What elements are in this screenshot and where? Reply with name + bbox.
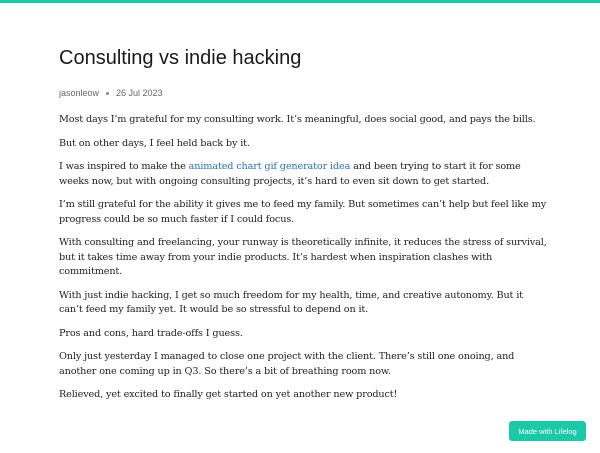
- paragraph: Only just yesterday I managed to close one project with the client. There’s still one onoing, and another one coming up in Q3. So there’s a bit of breathing room now.: [59, 351, 515, 377]
- paragraph: Relieved, yet excited to finally get started on yet another new product!: [59, 389, 398, 400]
- paragraph-text: I was inspired to make the: [59, 161, 189, 172]
- paragraph: I’m still grateful for the ability it gives me to feed my family. But sometimes can’t help but feel like my progress could be so much faster if I could focus.: [59, 199, 547, 225]
- article: [59, 46, 549, 412]
- paragraph: Pros and cons, hard trade-offs I guess.: [59, 327, 243, 339]
- paragraph: With consulting and freelancing, your runway is theoretically infinite, it reduces the stress of survival, but it takes time away from your indie products. It’s hardest when inspiration clashes with commitment.: [59, 237, 547, 277]
- author-link[interactable]: jasonleow: [59, 88, 100, 98]
- post-title: Consulting vs indie hacking: [59, 47, 302, 69]
- paragraph-text: and been trying to start it for some weeks now, but with ongoing consulting projects, it’s hard to even sit down to get started.: [59, 161, 521, 187]
- paragraph: With just indie hacking, I get so much freedom for my health, time, and creative autonomy. But it can’t feed my family yet. It would be so stressful to depend on it.: [59, 289, 523, 315]
- paragraph: But on other days, I feel held back by it.: [59, 137, 250, 149]
- top-accent-bar: [0, 0, 600, 3]
- paragraph: Most days I’m grateful for my consulting work. It’s meaningful, does social good, and pays the bills.: [59, 114, 536, 125]
- post-body: [59, 113, 549, 403]
- chart-gif-idea-link[interactable]: animated chart gif generator idea: [188, 161, 351, 172]
- separator-dot-icon: [106, 92, 109, 95]
- post-date: 26 Jul 2023: [116, 88, 163, 98]
- paragraph: [59, 160, 549, 189]
- post-meta: [59, 87, 549, 99]
- made-with-lifelog-button[interactable]: Made with Lifelog: [509, 421, 586, 441]
